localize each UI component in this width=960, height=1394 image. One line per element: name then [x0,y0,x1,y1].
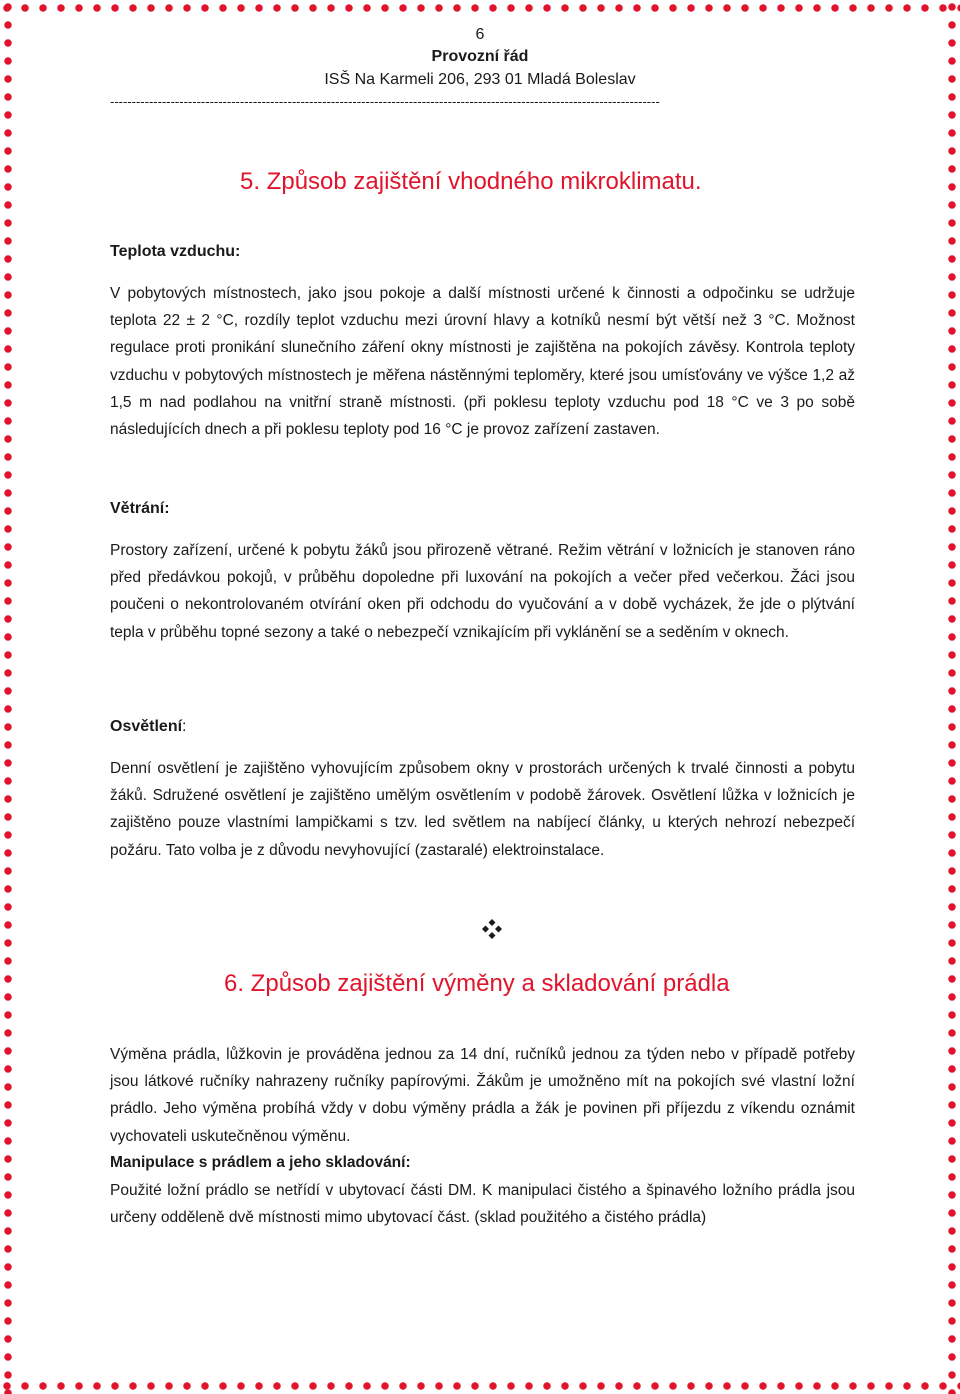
teplota-paragraph: V pobytových místnostech, jako jsou pokoje a další místnosti určené k činnosti a odpočinku se udržuje teplota 22 ± 2 °C, rozdíly teplot vzduchu mezi úrovní hlavy a kotníků nesmí být větší než 3 °C. Možnost regulace proti pronikání slunečního záření okny místnosti je zajištěna na pokojích závěsy. Kontrola teploty vzduchu v pobytových místnostech je měřena nástěnnými teploměry, které jsou umísťovány ve výšce 1,2 až 1,5 m nad podlahou na vnitřní straně místnosti. (při poklesu teploty vzduchu pod 18 °C ve 3 po sobě následujících dnech a při poklesu teploty pod 16 °C je provoz zařízení zastaven. [110,285,855,439]
vetrani-paragraph: Prostory zařízení, určené k pobytu žáků jsou přirozeně větrané. Režim větrání v ložnicích je stanoven ráno před předávkou pokojů, v průběhu dopoledne při luxování na pokojích a večer před večerkou. Žáci jsou poučeni o nekontrolovaném otvírání oken při odchodu do vyučování a v době vycházek, že jde o plýtvání tepla v průběhu topné sezony a také o nebezpečí vznikajícím při vyklánění se a seděním v oknech. [110,542,855,641]
document-address: ISŠ Na Karmeli 206, 293 01 Mladá Boleslav [324,71,636,88]
osvetleni-label-text: Osvětlení [110,718,183,735]
manipulace-label: Manipulace s prádlem a jeho skladování: [110,1154,411,1171]
diamond-dots-icon [482,919,502,939]
osvetleni-paragraph: Denní osvětlení je zajištěno vyhovujícím způsobem okny v prostorách určených k trvalé činnosti a pobytu žáků. Sdružené osvětlení je zajištěno umělým osvětlením v podobě žárovek. Osvětlení lůžka v ložnicích je zajištěno pouze vlastními lampičkami s tzv. led světlem na nabíjecí články, u kterých nehrozí nebezpečí požáru. Tato volba je z důvodu nevyhovující (zastaralé) elektroinstalace. [110,760,855,859]
document-title: Provozní řád [431,48,529,65]
manipulace-paragraph: Použité ložní prádlo se netřídí v ubytovací části DM. K manipulaci čistého a špinavého ložního prádla jsou určeny odděleně dvě místnosti mimo ubytovací část. (sklad použitého a čistého prádla) [110,1182,855,1227]
decorative-border-right [944,0,960,1394]
vetrani-label: Větrání: [110,500,170,517]
teplota-label: Teplota vzduchu: [110,243,241,260]
decorative-border-top [0,0,960,16]
decorative-border-left [0,0,16,1394]
section-5-heading: 5. Způsob zajištění vhodného mikroklimatu. [240,168,702,195]
section-6-heading: 6. Způsob zajištění výměny a skladování prádla [224,970,730,997]
page-number: 6 [475,26,485,43]
header-dashed-rule: ------------------------------------------------------------------------------------------------------------------------------- [110,94,660,109]
vymena-paragraph: Výměna prádla, lůžkovin je prováděna jednou za 14 dní, ručníků jednou za týden nebo v případě potřeby jsou látkové ručníky nahrazeny ručníky papírovými. Žákům je umožněno mít na pokojích své vlastní ložní prádlo. Jeho výměna probíhá vždy v dobu výměny prádla a žák je povinen při příjezdu z víkendu oznámit vychovateli uskutečněnou výměnu. [110,1046,855,1145]
osvetleni-label-colon: : [182,718,187,735]
osvetleni-label [110,716,186,738]
decorative-border-bottom [0,1378,960,1394]
